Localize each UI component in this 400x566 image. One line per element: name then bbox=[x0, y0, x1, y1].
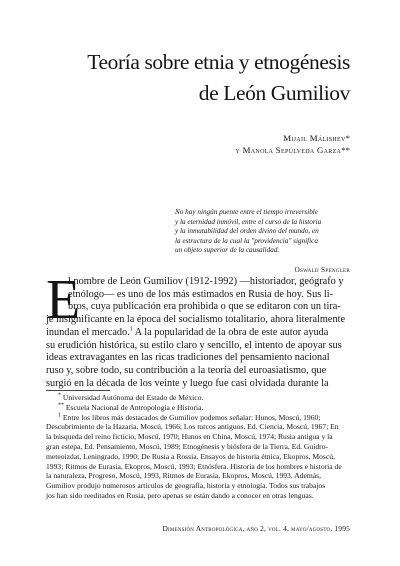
body-line: su erudición histórica, su estilo claro y sencillo, el intento de apoyar sus bbox=[46, 339, 342, 351]
footnote-1-line bbox=[46, 413, 352, 423]
epigraph-line: y la eternidad inmóvil, entre el curso de la historia bbox=[175, 217, 322, 226]
footnote-1-line: meteoizdat, Leningrado, 1990; De Rusia a Rossia. Ensayos de historia étnica, Ekopros, Moscú, bbox=[46, 451, 335, 461]
article-title-line-2: de León Gumiliov bbox=[198, 81, 350, 105]
author-1 bbox=[236, 132, 350, 144]
body-line: etnólogo— es uno de los más estimados en Rusia de hoy. Sus li- bbox=[68, 288, 334, 300]
epigraph-line: No hay ningún puente entre el tiempo irreversible bbox=[175, 208, 318, 216]
footnote-1-line: jos han sido reeditados en Rusia, pero apenas se están dando a conocer en otras lenguas. bbox=[46, 490, 314, 500]
footnote-1-line: gran estepa, Ed. Pensamiento, Moscú, 1989; Etnogénesis y biósfera de la Tierra, Ed. Guidro- bbox=[46, 441, 328, 451]
footnote-divider bbox=[46, 390, 110, 391]
footnote-mark: * bbox=[58, 392, 61, 399]
author-2 bbox=[236, 144, 350, 156]
author-block bbox=[236, 132, 350, 156]
footnotes bbox=[46, 393, 352, 501]
body-text: inundan el mercado. bbox=[46, 326, 130, 338]
issue-info: , año 2, vol. 4, mayo/agosto, 1995 bbox=[242, 524, 350, 533]
author-1-name: Mijail Málishev bbox=[283, 133, 346, 143]
footnote-affiliation-1 bbox=[46, 393, 352, 403]
article-title-line-1: Teoría sobre etnia y etnogénesis bbox=[87, 50, 350, 74]
body-line: je insignificante en la época del socialismo totalitario, ahora literalmente bbox=[46, 314, 346, 326]
footnote-text: Entre los libros más destacados de Gumiliov podemos señalar: Hunos, Moscú, 1960; bbox=[61, 412, 321, 422]
body-line: bros, cuya publicación era prohibida o que se editaron con un tira- bbox=[68, 301, 341, 313]
body-line: l nombre de León Gumiliov (1912-1992) —historiador, geógrafo y bbox=[68, 276, 344, 287]
footnote-1-line: Descubrimiento de la Hazaria, Moscú, 1966; Los turcos antiguos, Ed. Ciencia, Moscú, 1967; En bbox=[46, 422, 339, 432]
footnote-1-line: la búsqueda del reino ficticio, Moscú, 1970; Hunos en China, Moscú, 1974; Rusia antigua y la bbox=[46, 432, 333, 442]
body-line: surgió en la década de los veinte y luego fue casi olvidada durante la bbox=[46, 377, 329, 389]
drop-cap: E bbox=[46, 269, 81, 331]
body-line-with-note bbox=[46, 327, 352, 340]
epigraph-line: un objeto superior de la causalidad. bbox=[175, 246, 280, 255]
footnote-mark: 1 bbox=[58, 412, 61, 419]
epigraph-author: Oswald Spengler bbox=[294, 265, 350, 274]
body-text: A la popularidad de la obra de este autor ayuda bbox=[132, 326, 329, 338]
body-paragraph bbox=[46, 276, 352, 390]
epigraph bbox=[175, 208, 350, 256]
body-line: ruso y, sobre todo, su contribución a la teoría del euroasiatismo, que bbox=[46, 364, 327, 376]
author-2-name: y Manola Sepúlveda Garza bbox=[235, 145, 342, 155]
footnote-text: Universidad Autónoma del Estado de México. bbox=[61, 393, 204, 402]
footnote-text: Escuela Nacional de Antropología e Historia. bbox=[64, 402, 204, 412]
footnote-1-line: 1993; Ritmos de Eurasia, Ekopros, Moscú, 1993; Etnósfera. Historia de los hombres e historia de bbox=[46, 461, 342, 471]
footnote-affiliation-2 bbox=[46, 403, 352, 413]
epigraph-line: y la inmutabilidad del orden divino del mundo, en bbox=[175, 227, 319, 236]
author-1-mark: * bbox=[345, 133, 350, 143]
body-line: ideas extravagantes en las ricas tradiciones del pensamiento nacional bbox=[46, 352, 330, 364]
epigraph-line: la estructura de la cual la "providencia" significa bbox=[175, 236, 318, 245]
author-2-mark: ** bbox=[341, 145, 350, 155]
journal-name: Dimensión Antropológica bbox=[162, 524, 243, 533]
footnote-ref-1[interactable]: 1 bbox=[129, 326, 133, 333]
footnote-1-line: Gumiliov produjo numerosos artículos de geografía, historia y etnología. Todos sus trabajos bbox=[46, 481, 326, 491]
footnote-1-line: la naturaleza, Progreso, Moscú, 1993, Ritmos de Eurasia, Ekopros, Moscú, 1993. Además, bbox=[46, 471, 322, 481]
running-footer bbox=[162, 524, 350, 533]
footnote-mark: ** bbox=[58, 402, 64, 409]
